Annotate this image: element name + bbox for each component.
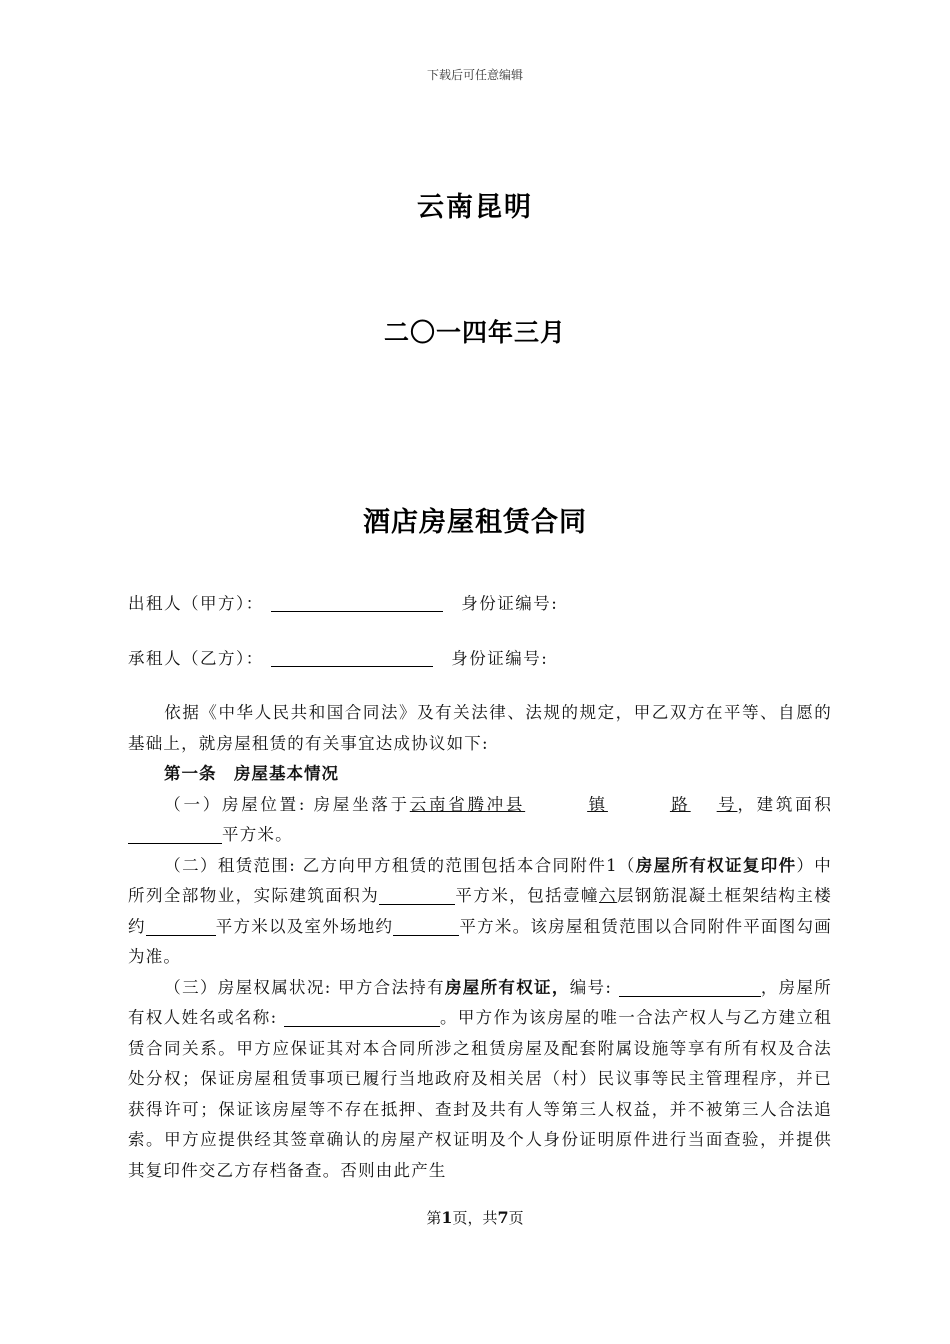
lessor-line xyxy=(128,590,558,614)
clause-2-text-b: 平方米，包括壹幢 xyxy=(455,886,599,905)
lessee-id-label: 身份证编号: xyxy=(451,649,549,668)
clause-3-prefix: （三）房屋权属状况: 甲方合法持有 xyxy=(164,977,445,997)
owner-name-blank xyxy=(284,1008,440,1027)
location-number: 号 xyxy=(716,794,738,814)
clause-1-location xyxy=(128,790,832,851)
clause-3-text-c: 。甲方作为该房屋的唯一合法产权人与乙方建立租赁合同关系。甲方应保证其对本合同所涉之租赁房屋及配套附属设施等享有所有权及合法处分权；保证房屋租赁事项已履行当地政府及相关居（村）民议事等民主管理程序，并已获得许可；保证该房屋等不存在抵押、查封及共有人等第三人权益，并不被第三人合法追索。甲方应提供经其签章确认的房屋产权证明及个人身份证明原件进行当面查验，并提供其复印件交乙方存档备查。否则由此产生 xyxy=(128,1008,832,1180)
location-province: 云南省腾冲县 xyxy=(409,794,526,814)
actual-area-blank xyxy=(379,886,455,905)
certificate-number-blank xyxy=(619,978,761,997)
footer-prefix: 第 xyxy=(426,1209,442,1227)
clause-1-text-a: ，建筑面积 xyxy=(737,794,833,814)
article-1-heading: 第一条 房屋基本情况 xyxy=(164,764,339,783)
clause-2-scope xyxy=(128,851,832,973)
outdoor-area-blank xyxy=(393,917,459,936)
cover-date: 二〇一四年三月 xyxy=(383,318,566,347)
clause-3-bold: 房屋所有权证， xyxy=(444,977,570,997)
clause-2-text-c: 层钢筋混凝土框架结构主楼约 xyxy=(128,886,832,936)
floors-value: 六 xyxy=(598,886,617,905)
clause-3-text-b: ，房屋所有权人姓名或名称: xyxy=(128,977,832,1027)
clause-3-ownership xyxy=(128,973,832,1187)
main-building-area-blank xyxy=(146,917,216,936)
lessee-name-blank xyxy=(271,649,433,667)
lessor-label: 出租人（甲方）： xyxy=(128,594,264,613)
lessor-id-label: 身份证编号: xyxy=(461,594,559,613)
area-blank xyxy=(128,825,222,844)
header-note: 下载后可任意编辑 xyxy=(426,68,523,82)
lessor-name-blank xyxy=(271,594,443,612)
clause-2-prefix: （二）租赁范围: 乙方向甲方租赁的范围包括本合同附件1（ xyxy=(164,855,636,875)
document-title: 酒店房屋租赁合同 xyxy=(363,507,587,538)
location-road: 路 xyxy=(669,794,691,814)
page-footer xyxy=(0,1207,950,1228)
clause-3-text-a: 编号: xyxy=(569,977,619,997)
clause-2-text-a: ）中所列全部物业，实际建筑面积为 xyxy=(128,855,833,905)
intro-paragraph: 依据《中华人民共和国合同法》及有关法律、法规的规定，甲乙双方在平等、自愿的基础上，就房屋租赁的有关事宜达成协议如下: xyxy=(128,703,832,753)
clause-1-prefix: （一）房屋位置: 房屋坐落于 xyxy=(164,794,410,814)
lessee-line xyxy=(128,645,548,669)
lessee-label: 承租人（乙方）： xyxy=(128,649,264,668)
location-town: 镇 xyxy=(587,794,608,814)
clause-2-bold: 房屋所有权证复印件 xyxy=(635,855,797,875)
footer-suffix: 页 xyxy=(508,1209,524,1227)
cover-place: 云南昆明 xyxy=(417,192,533,223)
location-field xyxy=(410,795,738,814)
clause-2-text-d: 平方米以及室外场地约 xyxy=(215,916,394,936)
clause-2-text-e: 平方米。该房屋租赁范围以合同附件平面图勾画为准。 xyxy=(128,916,832,966)
total-pages: 7 xyxy=(497,1208,509,1227)
clause-1-text-b: 平方米。 xyxy=(222,825,293,844)
contract-body xyxy=(128,698,832,1186)
current-page: 1 xyxy=(441,1208,453,1227)
footer-middle: 页，共 xyxy=(452,1209,498,1227)
